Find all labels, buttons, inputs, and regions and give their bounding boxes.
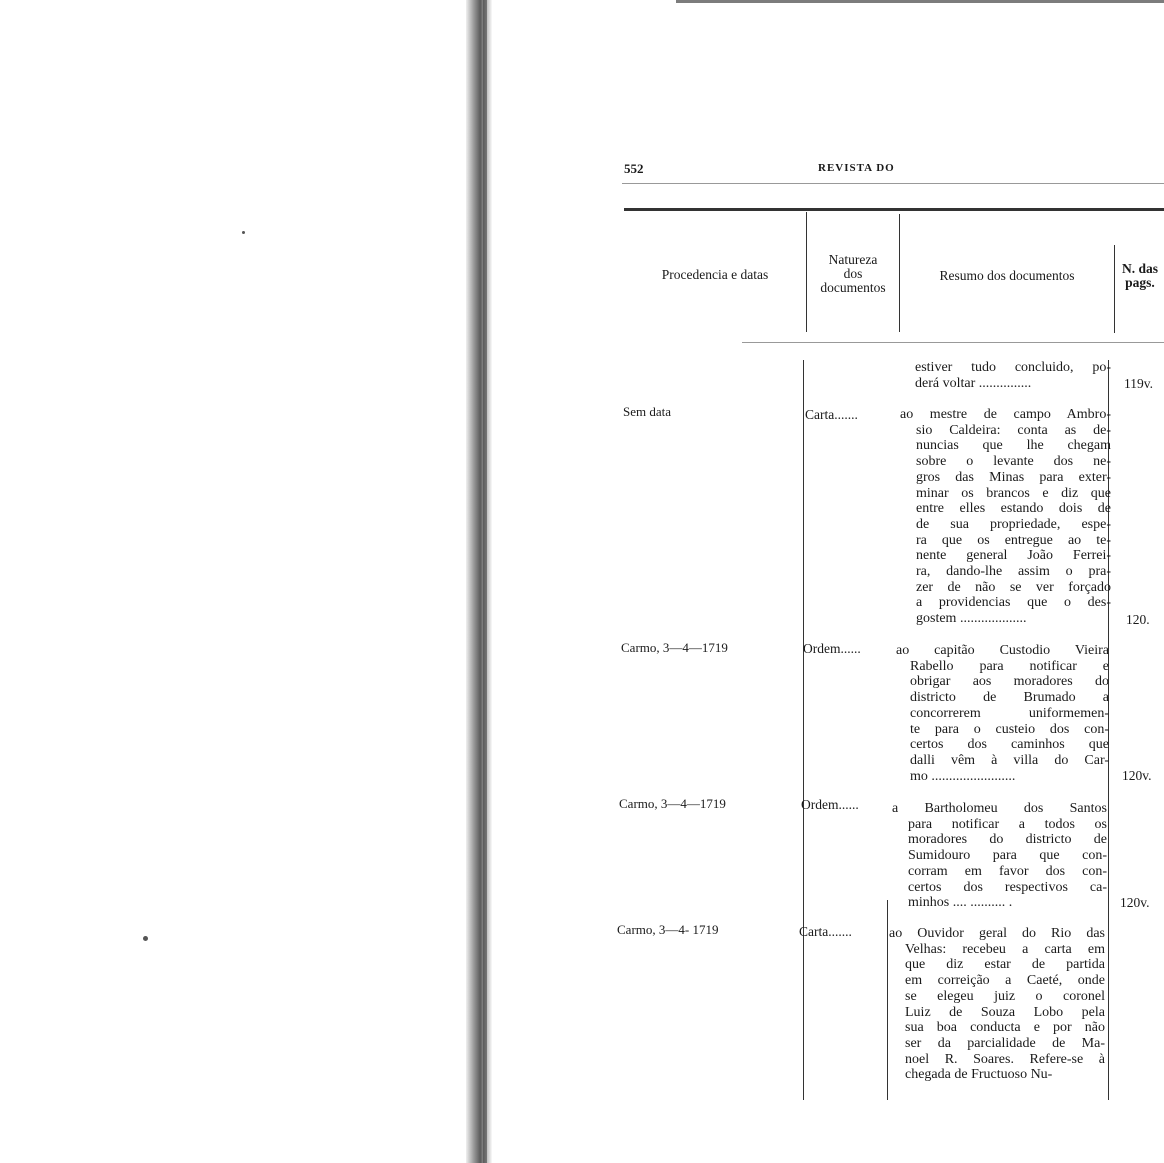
table-row-nature: Carta....... — [799, 924, 852, 939]
summary-line: ser da parcialidade de Ma- — [905, 1035, 1105, 1051]
page-number: 552 — [624, 161, 644, 176]
summary-line: minar os brancos e diz que — [916, 485, 1111, 501]
summary-line: entre elles estando dois de — [916, 501, 1111, 517]
summary-line: para notificar a todos os — [908, 816, 1107, 832]
table-row-origin: Sem data — [623, 404, 672, 419]
table-row-nature: Ordem...... — [803, 641, 861, 656]
summary-line: districto de Brumado a — [910, 690, 1109, 706]
table-row-nature: Ordem...... — [801, 797, 859, 812]
table-row-pages: 120. — [1126, 612, 1150, 627]
running-head: REVISTA DO — [818, 162, 895, 174]
summary-line: a providencias que o des- — [916, 595, 1111, 611]
table-header-rule — [742, 342, 1164, 343]
table-row-pages: 120v. — [1122, 768, 1152, 783]
header-nature-line: documentos — [820, 280, 886, 295]
summary-line: ao Ouvidor geral do Rio das — [889, 926, 1105, 941]
summary-line: sio Caldeira: conta as de- — [916, 422, 1111, 438]
summary-line: Sumidouro para que con- — [908, 848, 1107, 864]
page-top-edge — [676, 0, 1164, 3]
summary-line: zer de não se ver forçado — [916, 579, 1111, 595]
header-nature — [808, 253, 898, 295]
column-divider-nature — [806, 212, 807, 332]
table-row-pages: 119v. — [1124, 376, 1153, 391]
scan-speck — [242, 231, 245, 234]
summary-line: obrigar aos moradores do — [910, 674, 1109, 690]
header-pages-line: pags. — [1125, 275, 1155, 290]
summary-line: estiver tudo concluido, po- — [915, 360, 1111, 375]
summary-line: se elegeu juiz o coronel — [905, 988, 1105, 1004]
summary-line: ao capitão Custodio Vieira — [896, 643, 1109, 658]
summary-line: gros das Minas para exter- — [916, 469, 1111, 485]
table-row-origin: Carmo, 3—4- 1719 — [617, 922, 719, 937]
column-divider-summary — [887, 900, 888, 1100]
table-top-rule — [624, 208, 1164, 211]
summary-line: Rabello para notificar e — [910, 658, 1109, 674]
book-gutter-line — [483, 0, 487, 1163]
summary-line: ra que os entregue ao te- — [916, 532, 1111, 548]
table-row-summary — [889, 926, 1105, 1083]
table-row-summary — [896, 643, 1109, 784]
summary-line: mo ........................ — [910, 768, 1016, 784]
column-divider-nature — [803, 360, 804, 1100]
scan-speck — [143, 936, 148, 941]
summary-line: gostem ................... — [916, 611, 1027, 627]
table-row-summary — [892, 801, 1107, 911]
summary-line: a Bartholomeu dos Santos — [892, 801, 1107, 816]
summary-line: corram em favor dos con- — [908, 863, 1107, 879]
header-nature-line: Natureza — [828, 252, 878, 267]
summary-line: dalli vêm à villa do Car- — [910, 752, 1109, 768]
book-gutter-shadow — [466, 0, 492, 1163]
summary-line: nuncias que lhe chegam — [916, 438, 1111, 454]
header-pages-line: N. das — [1121, 261, 1158, 276]
summary-line: minhos .... .......... . — [908, 895, 1013, 911]
table-row-origin: Carmo, 3—4—1719 — [621, 640, 728, 655]
table-row-summary — [915, 360, 1111, 391]
summary-line: Velhas: recebeu a carta em — [905, 941, 1105, 957]
header-rule — [622, 183, 1164, 184]
header-summary: Resumo dos documentos — [939, 268, 1075, 283]
header-pages — [1114, 262, 1164, 290]
header-origin: Procedencia e datas — [661, 267, 769, 282]
summary-line: certos dos caminhos que — [910, 737, 1109, 753]
summary-line: ao mestre de campo Ambro- — [900, 407, 1111, 422]
summary-line: ra, dando-lhe assim o pra- — [916, 564, 1111, 580]
header-nature-line: dos — [843, 266, 863, 281]
summary-line: nente general João Ferrei- — [916, 548, 1111, 564]
summary-line: noel R. Soares. Refere-se à — [905, 1051, 1105, 1067]
summary-line: chegada de Fructuoso Nu- — [905, 1067, 1053, 1083]
summary-line: que diz estar de partida — [905, 957, 1105, 973]
table-row-summary — [900, 407, 1111, 627]
summary-line: concorrerem uniformemen- — [910, 705, 1109, 721]
table-row-nature: Carta....... — [805, 407, 858, 422]
table-row-origin: Carmo, 3—4—1719 — [619, 796, 726, 811]
summary-line: derá voltar ............... — [915, 375, 1032, 391]
summary-line: de sua propriedade, espe- — [916, 516, 1111, 532]
summary-line: sua boa conducta e por não — [905, 1020, 1105, 1036]
summary-line: te para o custeio dos con- — [910, 721, 1109, 737]
summary-line: certos dos respectivos ca- — [908, 879, 1107, 895]
summary-line: em correição a Caeté, onde — [905, 973, 1105, 989]
table-row-pages: 120v. — [1120, 895, 1150, 910]
summary-line: sobre o levante dos ne- — [916, 454, 1111, 470]
summary-line: moradores do districto de — [908, 832, 1107, 848]
summary-line: Luiz de Souza Lobo pela — [905, 1004, 1105, 1020]
